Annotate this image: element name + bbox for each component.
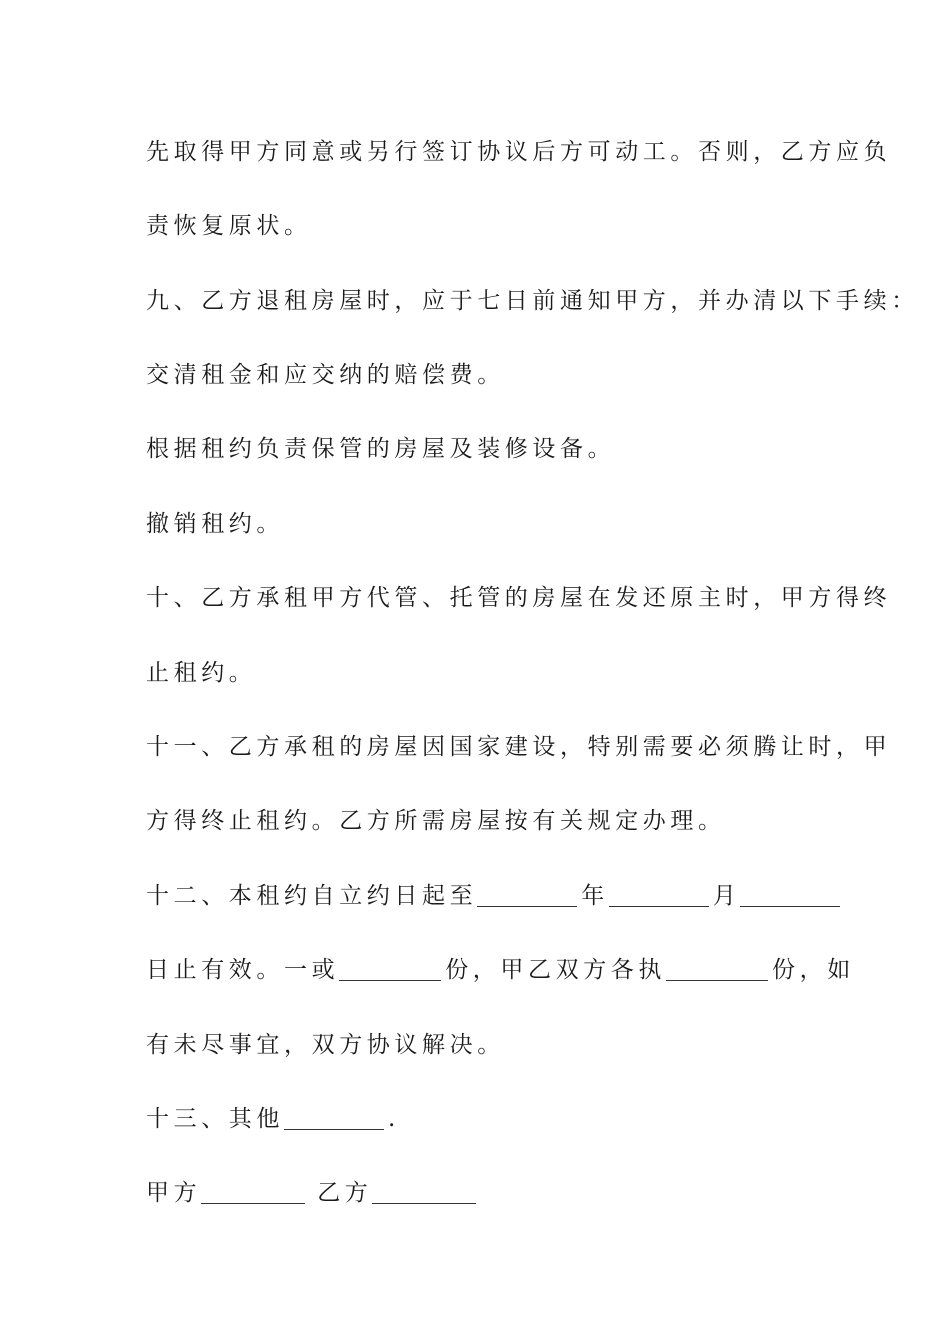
fill-blank-party-b[interactable] — [372, 1179, 476, 1204]
line-text: 根据租约负责保管的房屋及装修设备。 — [146, 436, 616, 462]
paragraph-line — [146, 431, 816, 467]
line-text: 止租约。 — [146, 660, 257, 686]
paragraph-line — [146, 283, 919, 319]
paragraph-line — [146, 580, 892, 616]
line-text: 月 — [712, 883, 741, 909]
line-text: 十三、其他 — [146, 1106, 284, 1132]
line-text: 九、乙方退租房屋时，应于七日前通知甲方，并办清以下手续： — [146, 288, 919, 314]
party-b-label: 乙方 — [317, 1180, 373, 1206]
paragraph-line — [146, 655, 816, 691]
line-text: 份，如 — [772, 957, 855, 983]
paragraph-line — [146, 729, 892, 765]
paragraph-line — [146, 1101, 816, 1137]
line-text: 十一、乙方承租的房屋因国家建设，特别需要必须腾让时，甲 — [146, 734, 892, 760]
paragraph-line — [146, 506, 816, 542]
fill-blank-party-a[interactable] — [201, 1179, 305, 1204]
line-text: 先取得甲方同意或另行签订协议后方可动工。否则，乙方应负 — [146, 139, 892, 165]
line-text: 责恢复原状。 — [146, 213, 312, 239]
fill-blank-month[interactable] — [609, 882, 709, 907]
line-text: 年 — [581, 883, 609, 909]
paragraph-line — [146, 208, 816, 244]
fill-blank-day[interactable] — [740, 882, 840, 907]
paragraph-line — [146, 357, 816, 393]
line-text: 方得终止租约。乙方所需房屋按有关规定办理。 — [146, 808, 726, 834]
signature-line — [146, 1175, 816, 1211]
paragraph-line — [146, 803, 816, 839]
line-text: 交清租金和应交纳的赔偿费。 — [146, 362, 505, 388]
line-text: 日止有效。一或 — [146, 957, 340, 983]
line-text: . — [388, 1106, 400, 1132]
fill-blank-year[interactable] — [477, 882, 577, 907]
fill-blank-copies-each[interactable] — [666, 956, 768, 981]
line-text: 十二、本租约自立约日起至 — [146, 883, 478, 909]
paragraph-line — [146, 952, 855, 988]
paragraph-line — [146, 1027, 816, 1063]
fill-blank-copies[interactable] — [339, 956, 441, 981]
line-text: 份，甲乙双方各执 — [445, 957, 667, 983]
line-text: 撤销租约。 — [146, 511, 284, 537]
line-text: 十、乙方承租甲方代管、托管的房屋在发还原主时，甲方得终 — [146, 585, 892, 611]
paragraph-line — [146, 134, 892, 170]
paragraph-line — [146, 878, 816, 914]
party-a-label: 甲方 — [146, 1180, 202, 1206]
line-text: 有未尽事宜，双方协议解决。 — [146, 1032, 505, 1058]
fill-blank-other[interactable] — [284, 1105, 384, 1130]
